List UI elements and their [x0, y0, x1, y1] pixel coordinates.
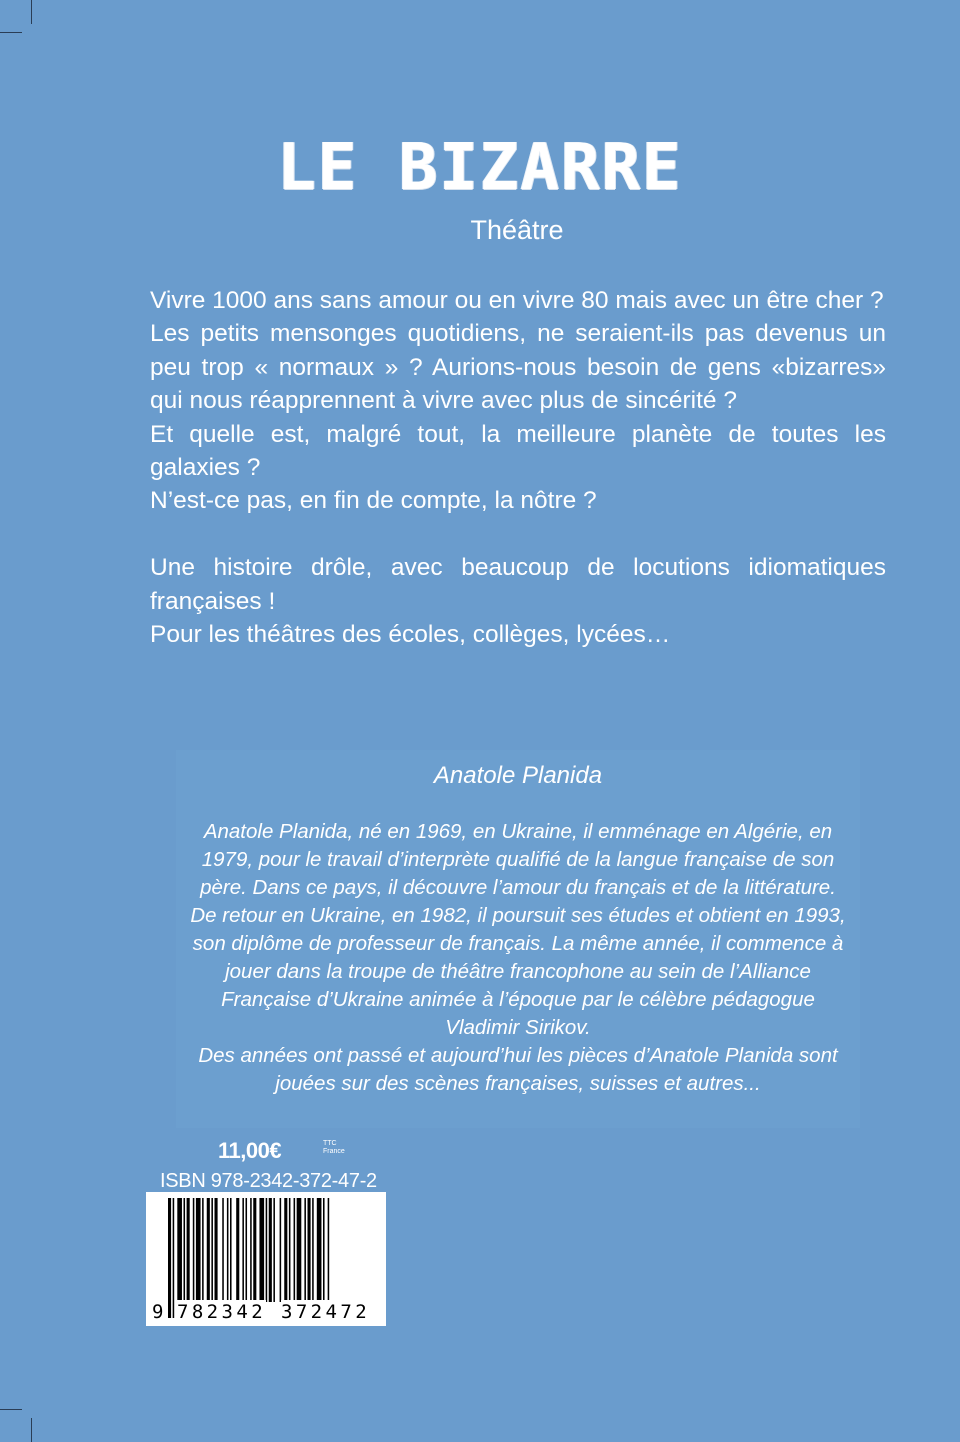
blurb-paragraph: Une histoire drôle, avec beaucoup de locutions idiomatiques françaises !: [150, 554, 886, 615]
barcode-bar: [187, 1198, 190, 1302]
barcode-digit-lead: 9: [152, 1301, 164, 1323]
barcode-bar: [259, 1198, 264, 1302]
price-tax-note: [323, 1140, 345, 1156]
barcode-bar: [177, 1198, 182, 1302]
crop-mark-bottom-horizontal: [0, 1409, 22, 1410]
bio-paragraph: Anatole Planida, né en 1969, en Ukraine, il emménage en Algérie, en 1979, pour le travail d’interprète qualifié de la langue française de son père. Dans ce pays, il découvre l’amour du français et de la littérature.: [200, 820, 836, 899]
blurb-paragraph: Pour les théâtres des écoles, collèges, lycées…: [150, 621, 671, 649]
paragraph-spacer: [150, 518, 886, 551]
barcode-bar: [222, 1198, 224, 1302]
barcode-bar: [304, 1198, 306, 1302]
barcode-bar: [273, 1198, 275, 1302]
author-biography: [186, 818, 850, 1098]
barcode-bar: [184, 1198, 186, 1302]
barcode-digits-right: 372472: [281, 1301, 371, 1323]
barcode-bar: [297, 1198, 302, 1302]
barcode-bar: [215, 1198, 218, 1302]
bio-paragraph: De retour en Ukraine, en 1982, il poursuit ses études et obtient en 1993, son diplôme de professeur de français. La même année, il commence à jouer dans la troupe de théâtre francophone au sein de l’Alliance Française d’Ukraine animée à l’époque par le célèbre pédagogue Vladimir Sirikov.: [190, 904, 846, 1039]
price-tax-label: TTC: [323, 1140, 337, 1147]
barcode-bar: [294, 1198, 296, 1302]
barcode-bar: [236, 1198, 239, 1302]
blurb-paragraph: Vivre 1000 ans sans amour ou en vivre 80 mais avec un être cher ?: [150, 287, 884, 314]
barcode-bar: [280, 1198, 282, 1302]
barcode-bar: [250, 1198, 252, 1302]
crop-mark-bottom-vertical: [31, 1418, 32, 1442]
barcode-bar: [196, 1198, 201, 1302]
barcode-bar: [266, 1198, 268, 1302]
author-name: Anatole Planida: [433, 762, 603, 789]
barcode-bar: [269, 1198, 272, 1302]
barcode-bar: [202, 1198, 204, 1302]
barcode-bar: [328, 1198, 330, 1302]
barcode-bar: [193, 1198, 195, 1302]
barcode: [146, 1192, 386, 1326]
barcode-bar: [308, 1198, 311, 1302]
barcode-bar: [227, 1198, 229, 1302]
barcode-bar: [312, 1198, 314, 1302]
barcode-digits-left: 782342: [177, 1301, 267, 1323]
barcode-bar: [284, 1198, 287, 1302]
barcode-bar: [207, 1198, 210, 1302]
bio-paragraph: Des années ont passé et aujourd’hui les pièces d’Anatole Planida sont jouées sur des scènes françaises, suisses et autres...: [198, 1044, 838, 1095]
barcode-bar: [289, 1198, 291, 1302]
price: 11,00€: [218, 1138, 282, 1163]
blurb-paragraph: Les petits mensonges quotidiens, ne seraient-ils pas devenus un peu trop « normaux » ? Aurions-nous besoin de gens «bizarres» qui nous réapprennent à vivre avec plus de sincérité ?: [150, 320, 886, 415]
barcode-bar: [230, 1198, 232, 1302]
book-genre: Théâtre: [470, 215, 564, 245]
blurb-paragraph: N’est-ce pas, en fin de compte, la nôtre ?: [150, 487, 597, 515]
barcode-digits: [146, 1300, 386, 1324]
crop-mark-top-vertical: [31, 0, 32, 24]
book-title: LE BIZARRE: [277, 131, 683, 205]
blurb-paragraph: Et quelle est, malgré tout, la meilleure planète de toutes les galaxies ?: [150, 420, 886, 482]
price-region-label: France: [323, 1148, 345, 1155]
crop-mark-top-horizontal: [0, 32, 22, 33]
isbn-label: ISBN 978-2342-372-47-2: [160, 1170, 377, 1192]
barcode-bar: [211, 1198, 213, 1302]
barcode-bar: [253, 1198, 256, 1302]
back-cover-blurb: [150, 284, 886, 651]
